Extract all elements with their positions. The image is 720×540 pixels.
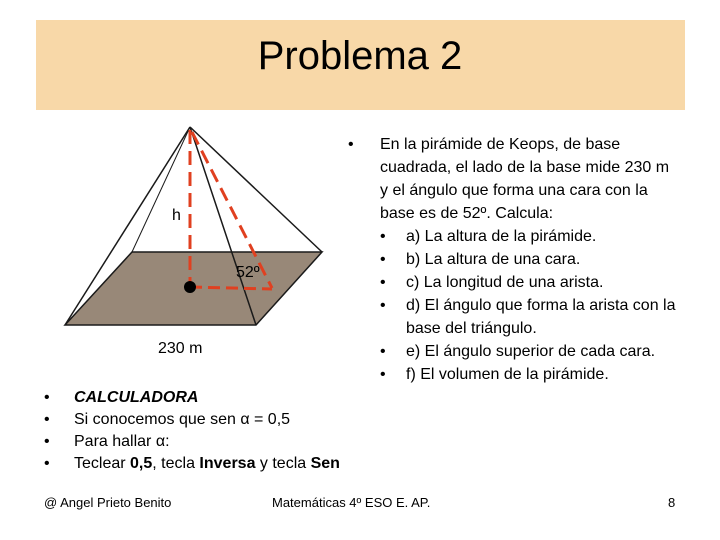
calculator-heading: CALCULADORA: [74, 389, 199, 406]
bullet: •: [348, 136, 354, 153]
angle-label: 52º: [236, 264, 260, 281]
footer-page-number: 8: [668, 495, 676, 510]
question-a: a) La altura de la pirámide.: [406, 228, 597, 245]
problem-statement: [348, 133, 678, 386]
edge-right-back: [190, 127, 322, 252]
sine-condition: Si conocemos que sen α = 0,5: [74, 411, 291, 428]
question-item: • f) El volumen de la pirámide.: [348, 363, 678, 386]
question-c: c) La longitud de una arista.: [406, 274, 604, 291]
base-side-label: 230 m: [158, 340, 203, 357]
problem-intro-item: [348, 133, 678, 225]
question-d: d) El ángulo que forma la arista con la base del triángulo.: [406, 297, 676, 337]
key-sequence: Teclear 0,5, tecla Inversa y tecla Sen: [74, 455, 340, 472]
find-alpha: Para hallar α:: [74, 433, 170, 450]
question-item: • e) El ángulo superior de cada cara.: [348, 340, 678, 363]
question-f: f) El volumen de la pirámide.: [406, 366, 609, 383]
list-item: • Teclear 0,5, tecla Inversa y tecla Sen: [44, 453, 384, 475]
problem-intro: En la pirámide de Keops, de base cuadrada, el lado de la base mide 230 m y el ángulo que forma una cara con la base es de 52º. Calcula:: [380, 136, 670, 222]
footer-course: Matemáticas 4º ESO E. AP.: [272, 495, 431, 510]
key-inversa: Inversa: [199, 455, 256, 472]
question-item: • c) La longitud de una arista.: [348, 271, 678, 294]
footer-author: @ Angel Prieto Benito: [44, 495, 172, 510]
edge-left-back: [132, 127, 190, 252]
base-center-dot: [184, 281, 196, 293]
calculator-notes: [44, 387, 384, 475]
list-item: • CALCULADORA: [44, 387, 384, 409]
question-b: b) La altura de una cara.: [406, 251, 581, 268]
slide-title: Problema 2: [257, 34, 463, 78]
list-item: • Si conocemos que sen α = 0,5: [44, 409, 384, 431]
height-label: h: [172, 207, 181, 224]
question-item: • a) La altura de la pirámide.: [348, 225, 678, 248]
question-item: • b) La altura de una cara.: [348, 248, 678, 271]
key-sen: Sen: [310, 455, 340, 472]
key-value: 0,5: [130, 455, 153, 472]
question-item: • d) El ángulo que forma la arista con la base del triángulo.: [348, 294, 678, 340]
list-item: • Para hallar α:: [44, 431, 384, 453]
question-e: e) El ángulo superior de cada cara.: [406, 343, 656, 360]
